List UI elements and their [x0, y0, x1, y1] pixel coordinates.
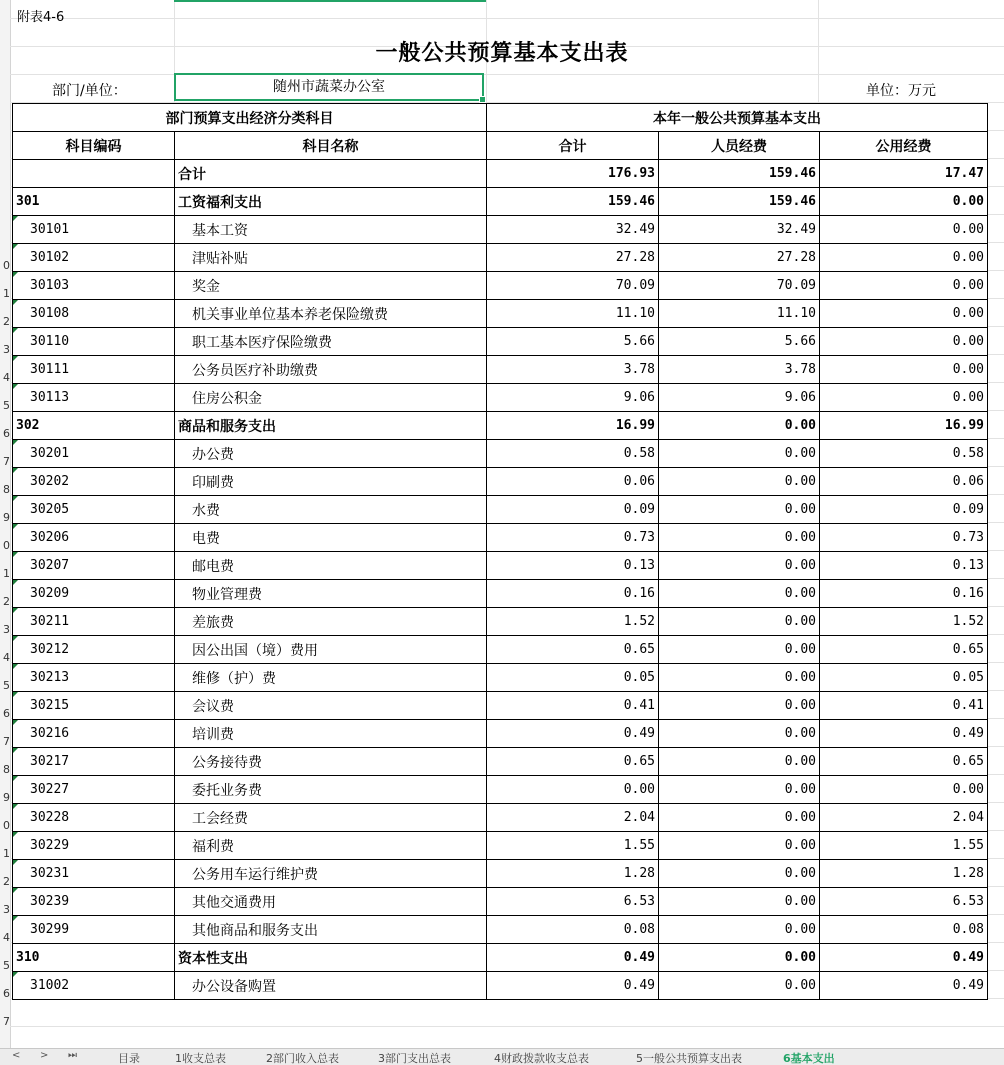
- cell-code[interactable]: 30108: [13, 300, 175, 328]
- cell-comment-marker: [13, 804, 18, 809]
- cell-name[interactable]: 基本工资: [175, 216, 487, 244]
- cell-comment-marker: [13, 860, 18, 865]
- table-row: [13, 552, 988, 580]
- table-row: [13, 580, 988, 608]
- cell-public[interactable]: 0.00: [820, 384, 988, 412]
- cell-name[interactable]: 奖金: [175, 272, 487, 300]
- cell-personnel[interactable]: 9.06: [659, 384, 820, 412]
- cell-total[interactable]: 5.66: [487, 328, 659, 356]
- table-row: [13, 888, 988, 916]
- cell-comment-marker: [13, 832, 18, 837]
- cell-comment-marker: [13, 496, 18, 501]
- table-row: [13, 832, 988, 860]
- gridline: [10, 18, 1004, 19]
- cell-total[interactable]: 0.41: [487, 692, 659, 720]
- cell-name[interactable]: 商品和服务支出: [175, 412, 487, 440]
- cell-comment-marker: [13, 720, 18, 725]
- cell-public[interactable]: 1.28: [820, 860, 988, 888]
- cell-public[interactable]: 0.05: [820, 664, 988, 692]
- table-row: [13, 524, 988, 552]
- table-row: [13, 944, 988, 972]
- cell-public[interactable]: 1.55: [820, 832, 988, 860]
- cell-personnel[interactable]: 5.66: [659, 328, 820, 356]
- cell-name[interactable]: 其他交通费用: [175, 888, 487, 916]
- cell-comment-marker: [13, 440, 18, 445]
- cell-comment-marker: [13, 552, 18, 557]
- selection-indicator: [174, 0, 486, 2]
- cell-public[interactable]: 0.41: [820, 692, 988, 720]
- cell-personnel[interactable]: 0.00: [659, 636, 820, 664]
- table-row: [13, 860, 988, 888]
- annex-note: 附表4-6: [17, 10, 65, 25]
- cell-personnel[interactable]: 0.00: [659, 496, 820, 524]
- cell-public[interactable]: 0.00: [820, 244, 988, 272]
- cell-public[interactable]: 0.49: [820, 944, 988, 972]
- cell-code[interactable]: 30212: [13, 636, 175, 664]
- cell-public[interactable]: 6.53: [820, 888, 988, 916]
- cell-comment-marker: [13, 916, 18, 921]
- cell-personnel[interactable]: 0.00: [659, 916, 820, 944]
- row-number[interactable]: 5: [3, 960, 10, 972]
- table-row: [13, 972, 988, 1000]
- cell-code[interactable]: 30229: [13, 832, 175, 860]
- cell-total[interactable]: 2.04: [487, 804, 659, 832]
- cell-total[interactable]: 27.28: [487, 244, 659, 272]
- sheet-tab[interactable]: 6基本支出: [783, 1050, 835, 1065]
- cell-personnel[interactable]: 0.00: [659, 888, 820, 916]
- tab-prev-icon[interactable]: <: [12, 1050, 21, 1061]
- row-number[interactable]: 0: [3, 820, 10, 832]
- cell-code[interactable]: 301: [13, 188, 175, 216]
- cell-comment-marker: [13, 972, 18, 977]
- table-row: [13, 664, 988, 692]
- cell-comment-marker: [13, 692, 18, 697]
- row-number[interactable]: 3: [3, 344, 10, 356]
- row-number[interactable]: 5: [3, 400, 10, 412]
- cell-code[interactable]: 30201: [13, 440, 175, 468]
- group-header-row: [13, 104, 988, 132]
- cell-personnel[interactable]: 0.00: [659, 748, 820, 776]
- cell-public[interactable]: 0.65: [820, 636, 988, 664]
- cell-code[interactable]: 30110: [13, 328, 175, 356]
- gridline: [10, 74, 1004, 75]
- cell-comment-marker: [13, 384, 18, 389]
- cell-code[interactable]: 30113: [13, 384, 175, 412]
- row-number[interactable]: 2: [3, 876, 10, 888]
- row-number[interactable]: 2: [3, 596, 10, 608]
- cell-name[interactable]: 公务用车运行维护费: [175, 860, 487, 888]
- cell-total[interactable]: 16.99: [487, 412, 659, 440]
- cell-comment-marker: [13, 300, 18, 305]
- row-number[interactable]: 9: [3, 792, 10, 804]
- table-row: [13, 188, 988, 216]
- table-body: [13, 160, 988, 1000]
- cell-personnel[interactable]: 0.00: [659, 972, 820, 1000]
- cell-personnel[interactable]: 0.00: [659, 664, 820, 692]
- cell-total[interactable]: 0.08: [487, 916, 659, 944]
- cell-comment-marker: [13, 580, 18, 585]
- cell-personnel[interactable]: 3.78: [659, 356, 820, 384]
- table-row: [13, 916, 988, 944]
- cell-code[interactable]: 30207: [13, 552, 175, 580]
- cell-total[interactable]: 1.52: [487, 608, 659, 636]
- row-number[interactable]: 0: [3, 260, 10, 272]
- cell-name[interactable]: 培训费: [175, 720, 487, 748]
- row-number[interactable]: 4: [3, 372, 10, 384]
- cell-total[interactable]: 1.28: [487, 860, 659, 888]
- cell-total[interactable]: 1.55: [487, 832, 659, 860]
- cell-code[interactable]: 30215: [13, 692, 175, 720]
- cell-personnel[interactable]: 0.00: [659, 580, 820, 608]
- gridline: [10, 1026, 1004, 1027]
- cell-comment-marker: [13, 608, 18, 613]
- cell-comment-marker: [13, 216, 18, 221]
- cell-comment-marker: [13, 748, 18, 753]
- sheet-tab[interactable]: 4财政拨款收支总表: [494, 1052, 589, 1065]
- cell-comment-marker: [13, 636, 18, 641]
- cell-total[interactable]: 0.65: [487, 636, 659, 664]
- table-row: [13, 356, 988, 384]
- cell-name[interactable]: 资本性支出: [175, 944, 487, 972]
- cell-code[interactable]: 30231: [13, 860, 175, 888]
- table-row: [13, 776, 988, 804]
- cell-name[interactable]: 福利费: [175, 832, 487, 860]
- row-number[interactable]: 5: [3, 680, 10, 692]
- table-row: [13, 468, 988, 496]
- cell-name[interactable]: 职工基本医疗保险缴费: [175, 328, 487, 356]
- cell-public[interactable]: 16.99: [820, 412, 988, 440]
- cell-public[interactable]: 0.00: [820, 216, 988, 244]
- cell-personnel[interactable]: 0.00: [659, 720, 820, 748]
- row-number[interactable]: 0: [3, 540, 10, 552]
- table-row: [13, 636, 988, 664]
- table-row: [13, 328, 988, 356]
- sheet-tab[interactable]: 3部门支出总表: [378, 1052, 451, 1065]
- cell-public[interactable]: 0.58: [820, 440, 988, 468]
- tab-last-icon[interactable]: ⏭: [68, 1050, 77, 1061]
- cell-total[interactable]: 32.49: [487, 216, 659, 244]
- column-header-public[interactable]: 公用经费: [820, 132, 988, 160]
- cell-code[interactable]: 30103: [13, 272, 175, 300]
- cell-total[interactable]: 0.49: [487, 944, 659, 972]
- cell-name[interactable]: 会议费: [175, 692, 487, 720]
- sheet-tab[interactable]: 2部门收入总表: [266, 1052, 339, 1065]
- cell-total[interactable]: 0.16: [487, 580, 659, 608]
- cell-personnel[interactable]: 0.00: [659, 944, 820, 972]
- cell-name[interactable]: 合计: [175, 160, 487, 188]
- table-row: [13, 608, 988, 636]
- cell-code[interactable]: [13, 160, 175, 188]
- cell-public[interactable]: 0.00: [820, 356, 988, 384]
- cell-comment-marker: [13, 272, 18, 277]
- cell-code[interactable]: 30205: [13, 496, 175, 524]
- cell-personnel[interactable]: 0.00: [659, 860, 820, 888]
- cell-name[interactable]: 工会经费: [175, 804, 487, 832]
- row-number[interactable]: 4: [3, 932, 10, 944]
- cell-personnel[interactable]: 159.46: [659, 160, 820, 188]
- fill-handle[interactable]: [479, 96, 486, 103]
- row-number[interactable]: 7: [3, 1016, 10, 1028]
- row-number[interactable]: 6: [3, 428, 10, 440]
- cell-code[interactable]: 310: [13, 944, 175, 972]
- sheet-title: 一般公共预算基本支出表: [375, 40, 629, 66]
- cell-name[interactable]: 印刷费: [175, 468, 487, 496]
- cell-name[interactable]: 办公费: [175, 440, 487, 468]
- cell-personnel[interactable]: 0.00: [659, 552, 820, 580]
- cell-personnel[interactable]: 32.49: [659, 216, 820, 244]
- cell-total[interactable]: 3.78: [487, 356, 659, 384]
- cell-total[interactable]: 70.09: [487, 272, 659, 300]
- cell-name[interactable]: 公务接待费: [175, 748, 487, 776]
- cell-comment-marker: [13, 524, 18, 529]
- row-number[interactable]: 1: [3, 568, 10, 580]
- cell-name[interactable]: 委托业务费: [175, 776, 487, 804]
- cell-personnel[interactable]: 0.00: [659, 468, 820, 496]
- budget-table: [12, 103, 988, 1000]
- table-row: [13, 692, 988, 720]
- column-header-name[interactable]: 科目名称: [175, 132, 487, 160]
- cell-total[interactable]: 0.49: [487, 720, 659, 748]
- cell-comment-marker: [13, 776, 18, 781]
- cell-personnel[interactable]: 0.00: [659, 608, 820, 636]
- cell-public[interactable]: 0.09: [820, 496, 988, 524]
- cell-name[interactable]: 办公设备购置: [175, 972, 487, 1000]
- cell-name[interactable]: 物业管理费: [175, 580, 487, 608]
- department-cell-selected[interactable]: [174, 73, 484, 101]
- row-number[interactable]: 1: [3, 848, 10, 860]
- cell-total[interactable]: 159.46: [487, 188, 659, 216]
- group-header-expenditure[interactable]: 本年一般公共预算基本支出: [487, 104, 988, 132]
- cell-public[interactable]: 0.65: [820, 748, 988, 776]
- cell-public[interactable]: 1.52: [820, 608, 988, 636]
- cell-personnel[interactable]: 0.00: [659, 776, 820, 804]
- cell-public[interactable]: 0.13: [820, 552, 988, 580]
- cell-code[interactable]: 30206: [13, 524, 175, 552]
- cell-total[interactable]: 0.13: [487, 552, 659, 580]
- row-number[interactable]: 4: [3, 652, 10, 664]
- cell-code[interactable]: 30211: [13, 608, 175, 636]
- cell-code[interactable]: 30101: [13, 216, 175, 244]
- cell-public[interactable]: 0.49: [820, 720, 988, 748]
- cell-public[interactable]: 0.16: [820, 580, 988, 608]
- cell-total[interactable]: 176.93: [487, 160, 659, 188]
- table-row: [13, 748, 988, 776]
- cell-personnel[interactable]: 11.10: [659, 300, 820, 328]
- cell-code[interactable]: 31002: [13, 972, 175, 1000]
- cell-code[interactable]: 30239: [13, 888, 175, 916]
- row-number[interactable]: 7: [3, 736, 10, 748]
- column-header-personnel[interactable]: 人员经费: [659, 132, 820, 160]
- cell-comment-marker: [13, 888, 18, 893]
- cell-personnel[interactable]: 159.46: [659, 188, 820, 216]
- cell-code[interactable]: 30209: [13, 580, 175, 608]
- table-row: [13, 496, 988, 524]
- cell-code[interactable]: 30216: [13, 720, 175, 748]
- cell-public[interactable]: 0.00: [820, 776, 988, 804]
- column-header-code[interactable]: 科目编码: [13, 132, 175, 160]
- cell-code[interactable]: 30227: [13, 776, 175, 804]
- cell-total[interactable]: 0.58: [487, 440, 659, 468]
- cell-comment-marker: [13, 244, 18, 249]
- cell-total[interactable]: 0.05: [487, 664, 659, 692]
- cell-total[interactable]: 9.06: [487, 384, 659, 412]
- cell-public[interactable]: 0.00: [820, 188, 988, 216]
- row-number[interactable]: 2: [3, 316, 10, 328]
- cell-personnel[interactable]: 27.28: [659, 244, 820, 272]
- table-row: [13, 300, 988, 328]
- department-label: 部门/单位：: [52, 83, 127, 99]
- sheet-tab[interactable]: 目录: [118, 1052, 140, 1065]
- cell-personnel[interactable]: 0.00: [659, 440, 820, 468]
- table-row: [13, 244, 988, 272]
- row-number[interactable]: 7: [3, 456, 10, 468]
- table-row: [13, 804, 988, 832]
- cell-personnel[interactable]: 0.00: [659, 524, 820, 552]
- row-number[interactable]: 6: [3, 708, 10, 720]
- cell-comment-marker: [13, 328, 18, 333]
- cell-comment-marker: [13, 664, 18, 669]
- cell-code[interactable]: 30213: [13, 664, 175, 692]
- cell-name[interactable]: 机关事业单位基本养老保险缴费: [175, 300, 487, 328]
- cell-total[interactable]: 0.49: [487, 972, 659, 1000]
- cell-total[interactable]: 0.73: [487, 524, 659, 552]
- cell-public[interactable]: 0.00: [820, 272, 988, 300]
- sheet-tab-bar: [0, 1048, 1004, 1065]
- cell-name[interactable]: 其他商品和服务支出: [175, 916, 487, 944]
- cell-total[interactable]: 0.09: [487, 496, 659, 524]
- cell-public[interactable]: 2.04: [820, 804, 988, 832]
- cell-personnel[interactable]: 0.00: [659, 692, 820, 720]
- cell-personnel[interactable]: 0.00: [659, 412, 820, 440]
- cell-total[interactable]: 11.10: [487, 300, 659, 328]
- cell-name[interactable]: 邮电费: [175, 552, 487, 580]
- cell-code[interactable]: 30217: [13, 748, 175, 776]
- cell-name[interactable]: 津贴补贴: [175, 244, 487, 272]
- group-header-classification[interactable]: 部门预算支出经济分类科目: [13, 104, 487, 132]
- cell-public[interactable]: 0.08: [820, 916, 988, 944]
- cell-total[interactable]: 6.53: [487, 888, 659, 916]
- cell-public[interactable]: 0.49: [820, 972, 988, 1000]
- cell-comment-marker: [13, 468, 18, 473]
- table-row: [13, 720, 988, 748]
- column-header-total[interactable]: 合计: [487, 132, 659, 160]
- cell-public[interactable]: 0.00: [820, 300, 988, 328]
- table-row: [13, 384, 988, 412]
- row-number[interactable]: 8: [3, 484, 10, 496]
- row-number[interactable]: 3: [3, 904, 10, 916]
- cell-comment-marker: [13, 356, 18, 361]
- row-number[interactable]: 1: [3, 288, 10, 300]
- cell-personnel[interactable]: 0.00: [659, 832, 820, 860]
- row-number[interactable]: 6: [3, 988, 10, 1000]
- cell-public[interactable]: 0.73: [820, 524, 988, 552]
- cell-code[interactable]: 30102: [13, 244, 175, 272]
- row-number[interactable]: 3: [3, 624, 10, 636]
- cell-total[interactable]: 0.06: [487, 468, 659, 496]
- table-row: [13, 440, 988, 468]
- cell-personnel[interactable]: 70.09: [659, 272, 820, 300]
- cell-public[interactable]: 0.06: [820, 468, 988, 496]
- tab-next-icon[interactable]: >: [40, 1050, 49, 1061]
- table-row: [13, 216, 988, 244]
- cell-code[interactable]: 302: [13, 412, 175, 440]
- cell-code[interactable]: 30111: [13, 356, 175, 384]
- table-row: [13, 412, 988, 440]
- cell-total[interactable]: 0.65: [487, 748, 659, 776]
- cell-total[interactable]: 0.00: [487, 776, 659, 804]
- cell-code[interactable]: 30202: [13, 468, 175, 496]
- row-number[interactable]: 9: [3, 512, 10, 524]
- column-header-row: [13, 132, 988, 160]
- cell-code[interactable]: 30228: [13, 804, 175, 832]
- unit-label: 单位：万元: [866, 83, 936, 99]
- table-row: [13, 272, 988, 300]
- cell-personnel[interactable]: 0.00: [659, 804, 820, 832]
- cell-name[interactable]: 维修（护）费: [175, 664, 487, 692]
- cell-name[interactable]: 住房公积金: [175, 384, 487, 412]
- cell-public[interactable]: 0.00: [820, 328, 988, 356]
- sheet-tab[interactable]: 5一般公共预算支出表: [636, 1052, 742, 1065]
- cell-code[interactable]: 30299: [13, 916, 175, 944]
- cell-name[interactable]: 差旅费: [175, 608, 487, 636]
- cell-name[interactable]: 工资福利支出: [175, 188, 487, 216]
- cell-public[interactable]: 17.47: [820, 160, 988, 188]
- table-row: [13, 160, 988, 188]
- cell-name[interactable]: 水费: [175, 496, 487, 524]
- sheet-tab[interactable]: 1收支总表: [175, 1052, 226, 1065]
- row-number[interactable]: 8: [3, 764, 10, 776]
- cell-name[interactable]: 因公出国（境）费用: [175, 636, 487, 664]
- cell-name[interactable]: 电费: [175, 524, 487, 552]
- department-value: 随州市蔬菜办公室: [273, 79, 385, 95]
- cell-name[interactable]: 公务员医疗补助缴费: [175, 356, 487, 384]
